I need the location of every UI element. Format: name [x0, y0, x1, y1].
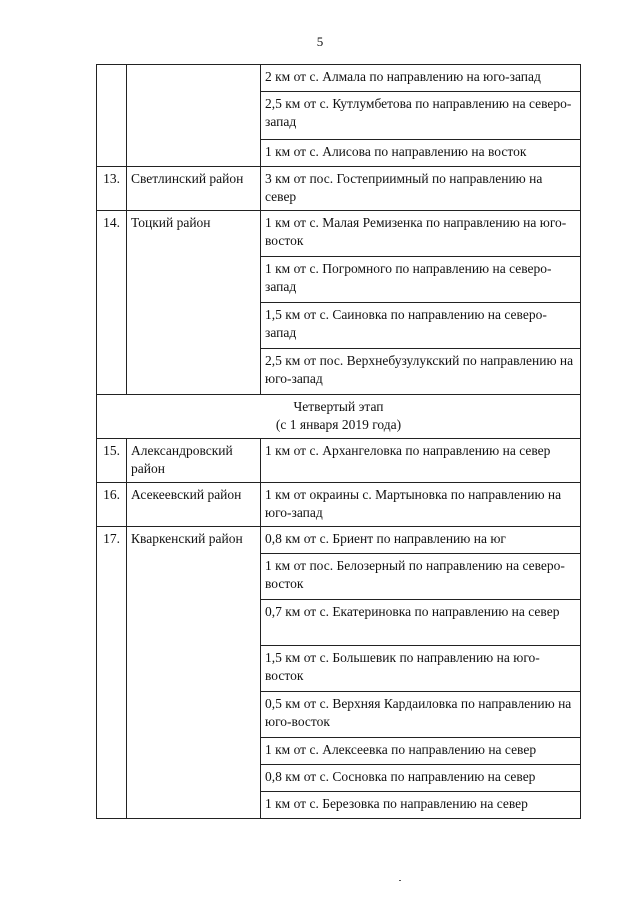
district-name: Асекеевский район	[127, 483, 261, 527]
location-cell: 0,8 км от с. Сосновка по направлению на север	[261, 765, 581, 792]
row-number: 17.	[97, 527, 127, 819]
table-row	[97, 211, 581, 257]
location-cell: 3 км от пос. Гостеприимный по направлению на север	[261, 167, 581, 211]
stage-title: Четвертый этап	[293, 399, 384, 414]
location-cell: 1 км от с. Погромного по направлению на северо-запад	[261, 257, 581, 303]
location-cell: 0,5 км от с. Верхняя Кардаиловка по направлению на юго-восток	[261, 692, 581, 738]
location-cell: 1 км от с. Малая Ремизенка по направлению на юго-восток	[261, 211, 581, 257]
location-cell: 1,5 км от с. Саиновка по направлению на северо-запад	[261, 303, 581, 349]
district-name	[127, 65, 261, 167]
table-row	[97, 167, 581, 211]
stage-heading	[97, 395, 581, 439]
location-cell: 1 км от с. Алексеевка по направлению на север	[261, 738, 581, 765]
location-cell: 2 км от с. Алмала по направлению на юго-запад	[261, 65, 581, 92]
row-number	[97, 65, 127, 167]
table-row	[97, 527, 581, 554]
location-cell: 1 км от пос. Белозерный по направлению на северо-восток	[261, 554, 581, 600]
row-number: 15.	[97, 439, 127, 483]
row-number: 13.	[97, 167, 127, 211]
district-name: Тоцкий район	[127, 211, 261, 395]
location-cell: 1 км от с. Алисова по направлению на восток	[261, 140, 581, 167]
district-name: Кваркенский район	[127, 527, 261, 819]
scan-speck	[399, 880, 401, 881]
district-name: Светлинский район	[127, 167, 261, 211]
location-cell: 1 км от с. Березовка по направлению на север	[261, 792, 581, 819]
stage-subtitle: (с 1 января 2019 года)	[275, 417, 402, 432]
stage-row	[97, 395, 581, 439]
location-cell: 1,5 км от с. Большевик по направлению на юго-восток	[261, 646, 581, 692]
location-cell: 2,5 км от с. Кутлумбетова по направлению на северо-запад	[261, 92, 581, 140]
table-row	[97, 483, 581, 527]
location-cell: 1 км от с. Архангеловка по направлению на север	[261, 439, 581, 483]
table-row	[97, 439, 581, 483]
row-number: 16.	[97, 483, 127, 527]
location-cell: 0,7 км от с. Екатериновка по направлению на север	[261, 600, 581, 646]
page-number: 5	[316, 34, 324, 49]
location-cell: 1 км от окраины с. Мартыновка по направлению на юго-запад	[261, 483, 581, 527]
location-cell: 0,8 км от с. Бриент по направлению на юг	[261, 527, 581, 554]
row-number: 14.	[97, 211, 127, 395]
district-name: Александровский район	[127, 439, 261, 483]
table-row	[97, 65, 581, 92]
location-cell: 2,5 км от пос. Верхнебузулукский по направлению на юго-запад	[261, 349, 581, 395]
sites-table	[96, 64, 581, 819]
